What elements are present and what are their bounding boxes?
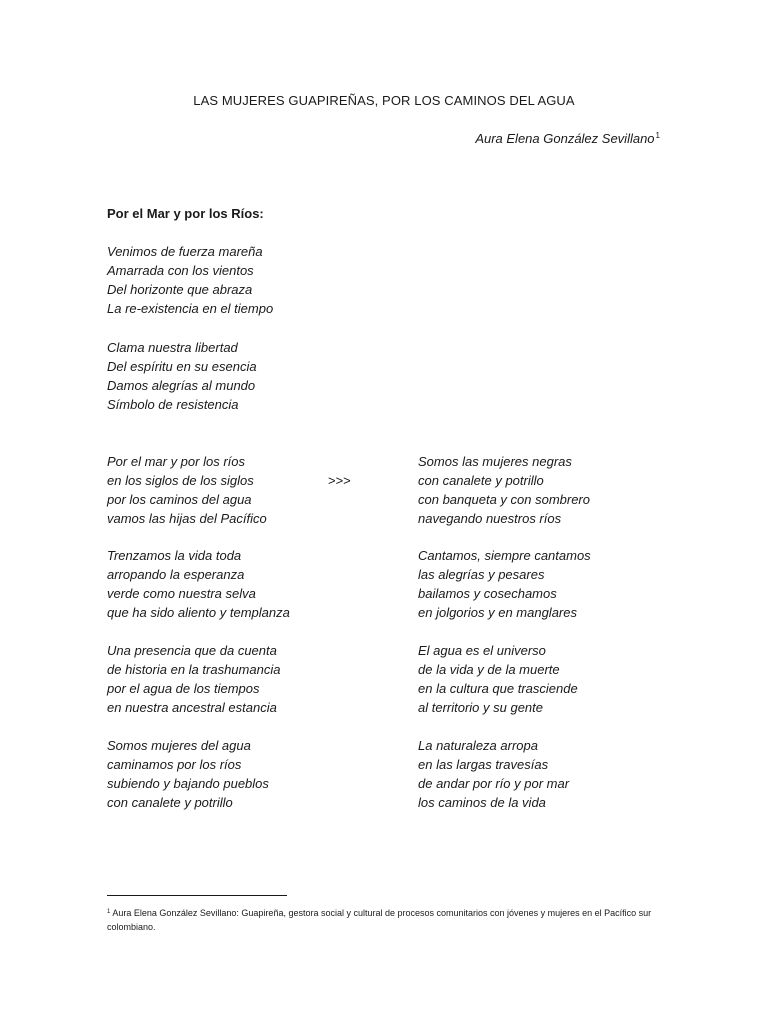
footnote-marker: 1 bbox=[107, 909, 111, 915]
poem-line: vamos las hijas del Pacífico bbox=[107, 511, 267, 526]
poem-line: La re-existencia en el tiempo bbox=[107, 301, 274, 316]
poem-line: en la cultura que trasciende bbox=[418, 681, 578, 696]
poem-line: caminamos por los ríos bbox=[107, 757, 242, 772]
poem-line: con banqueta y con sombrero bbox=[418, 492, 590, 507]
poem-line: al territorio y su gente bbox=[418, 700, 544, 715]
intro-stanza-1 bbox=[107, 242, 273, 318]
poem-line: Clama nuestra libertad bbox=[107, 340, 238, 355]
poem-line: las alegrías y pesares bbox=[418, 567, 545, 582]
author-line bbox=[475, 131, 660, 146]
poem-line: en nuestra ancestral estancia bbox=[107, 700, 277, 715]
left-stanza-3 bbox=[107, 641, 280, 717]
poem-line: de andar por río y por mar bbox=[418, 776, 570, 791]
footnote-reference: 1 bbox=[655, 131, 660, 140]
poem-line: Del espíritu en su esencia bbox=[107, 359, 257, 374]
left-stanza-4 bbox=[107, 736, 269, 812]
poem-line: en las largas travesías bbox=[418, 757, 549, 772]
right-stanza-4 bbox=[418, 736, 569, 812]
poem-line: Trenzamos la vida toda bbox=[107, 548, 242, 563]
poem-line: que ha sido aliento y templanza bbox=[107, 605, 290, 620]
poem-line: de historia en la trashumancia bbox=[107, 662, 281, 677]
poem-line: La naturaleza arropa bbox=[418, 738, 538, 753]
right-stanza-1 bbox=[418, 452, 590, 528]
poem-line: con canalete y potrillo bbox=[418, 473, 544, 488]
poem-line: Somos mujeres del agua bbox=[107, 738, 251, 753]
document-title: LAS MUJERES GUAPIREÑAS, POR LOS CAMINOS DEL AGUA bbox=[193, 93, 575, 108]
poem-line: Símbolo de resistencia bbox=[107, 397, 239, 412]
poem-line: Del horizonte que abraza bbox=[107, 282, 253, 297]
section-heading: Por el Mar y por los Ríos: bbox=[107, 206, 264, 221]
poem-line: Somos las mujeres negras bbox=[418, 454, 572, 469]
poem-line: Damos alegrías al mundo bbox=[107, 378, 256, 393]
poem-line: navegando nuestros ríos bbox=[418, 511, 562, 526]
poem-line: Amarrada con los vientos bbox=[107, 263, 254, 278]
poem-line: El agua es el universo bbox=[418, 643, 546, 658]
poem-line: verde como nuestra selva bbox=[107, 586, 256, 601]
poem-line: con canalete y potrillo bbox=[107, 795, 233, 810]
footnote-divider bbox=[107, 895, 287, 896]
footnote bbox=[107, 905, 667, 934]
arrow-marker: >>> bbox=[328, 473, 351, 488]
left-stanza-2 bbox=[107, 546, 290, 622]
right-stanza-3 bbox=[418, 641, 578, 717]
poem-line: por el agua de los tiempos bbox=[107, 681, 260, 696]
poem-line: Venimos de fuerza mareña bbox=[107, 244, 263, 259]
right-stanza-2 bbox=[418, 546, 591, 622]
author-name: Aura Elena González Sevillano bbox=[475, 131, 655, 146]
poem-line: por los caminos del agua bbox=[107, 492, 252, 507]
poem-line: en los siglos de los siglos bbox=[107, 473, 254, 488]
left-stanza-1 bbox=[107, 452, 267, 528]
intro-stanza-2 bbox=[107, 338, 257, 414]
poem-line: los caminos de la vida bbox=[418, 795, 546, 810]
poem-line: Por el mar y por los ríos bbox=[107, 454, 245, 469]
poem-line: Cantamos, siempre cantamos bbox=[418, 548, 591, 563]
poem-line: arropando la esperanza bbox=[107, 567, 245, 582]
poem-line: subiendo y bajando pueblos bbox=[107, 776, 269, 791]
poem-line: en jolgorios y en manglares bbox=[418, 605, 577, 620]
poem-line: de la vida y de la muerte bbox=[418, 662, 560, 677]
poem-line: bailamos y cosechamos bbox=[418, 586, 557, 601]
poem-line: Una presencia que da cuenta bbox=[107, 643, 277, 658]
footnote-text: Aura Elena González Sevillano: Guapireña, gestora social y cultural de procesos comunitarios con jóvenes y mujeres en el Pacífico sur colombiano. bbox=[107, 908, 652, 932]
